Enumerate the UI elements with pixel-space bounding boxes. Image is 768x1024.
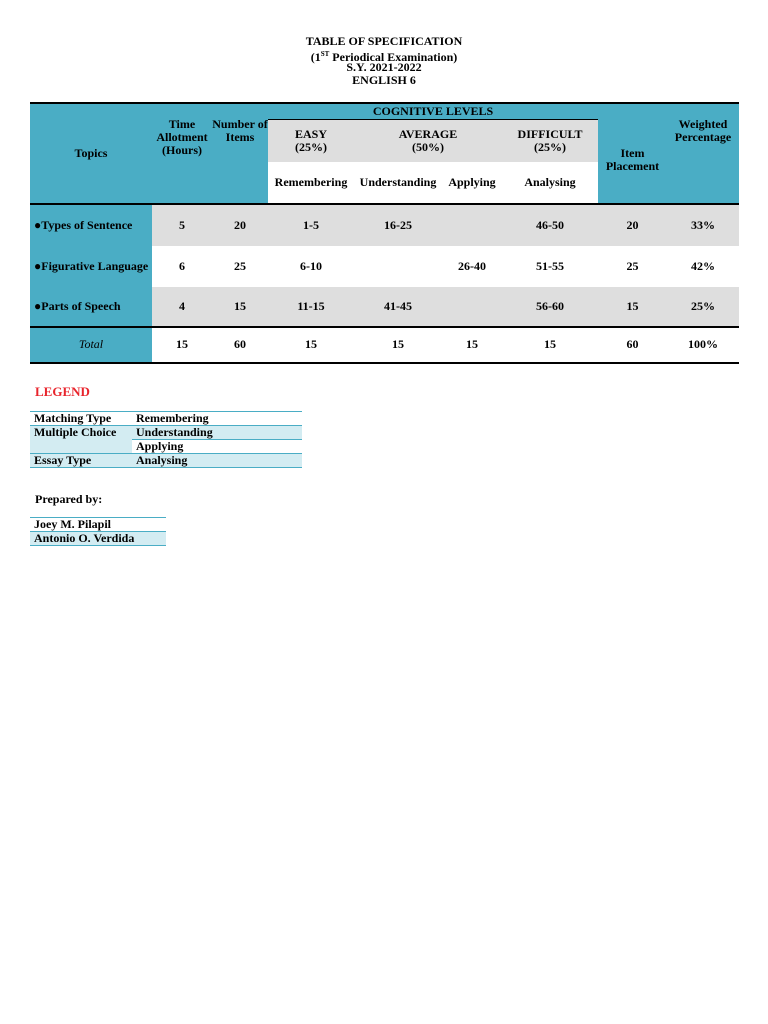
preparer-row — [30, 518, 166, 532]
table-row — [30, 287, 739, 327]
weighted-cell: 25% — [667, 287, 739, 327]
doc-subject: ENGLISH 6 — [352, 73, 416, 87]
topic-cell: ●Parts of Speech — [30, 287, 152, 327]
average-label: AVERAGE — [398, 126, 458, 141]
time-cell: 4 — [152, 287, 212, 327]
understanding-cell — [354, 246, 442, 287]
header-easy — [268, 120, 354, 162]
total-weighted-cell: 100% — [667, 327, 739, 363]
table-row — [30, 204, 739, 246]
header-understanding: Understanding — [354, 162, 442, 204]
weighted-cell: 33% — [667, 204, 739, 246]
analysing-cell: 56-60 — [502, 287, 598, 327]
total-label: Total — [78, 337, 104, 351]
remembering-cell: 1-5 — [268, 204, 354, 246]
topic-cell: ●Types of Sentence — [30, 204, 152, 246]
legend-row — [30, 454, 302, 468]
prepared-by-table — [30, 517, 166, 546]
remembering-cell: 11-15 — [268, 287, 354, 327]
header-cognitive-levels: COGNITIVE LEVELS — [268, 103, 598, 120]
header-analysing: Analysing — [502, 162, 598, 204]
header-time-allotment: Time Allotment (Hours) — [152, 103, 212, 204]
items-cell: 25 — [212, 246, 268, 287]
applying-cell — [442, 287, 502, 327]
analysing-cell: 51-55 — [502, 246, 598, 287]
header-average — [354, 120, 502, 162]
total-understanding-cell: 15 — [354, 327, 442, 363]
total-time-cell: 15 — [152, 327, 212, 363]
ordinal-superscript: ST — [320, 50, 330, 58]
specification-table — [30, 102, 739, 364]
weighted-cell: 42% — [667, 246, 739, 287]
total-items-cell: 60 — [212, 327, 268, 363]
header-topics: Topics — [30, 103, 152, 204]
legend-type: Matching Type — [30, 412, 132, 426]
understanding-cell: 16-25 — [354, 204, 442, 246]
placement-cell: 25 — [598, 246, 667, 287]
prepared-by-label: Prepared by: — [35, 492, 103, 506]
placement-cell: 15 — [598, 287, 667, 327]
time-cell: 6 — [152, 246, 212, 287]
legend-title: LEGEND — [35, 384, 90, 399]
legend-level: Understanding — [132, 426, 302, 440]
doc-title: TABLE OF SPECIFICATION — [305, 34, 463, 48]
header-item-placement: Item Placement — [598, 103, 667, 204]
legend-level: Remembering — [132, 412, 302, 426]
preparer-row — [30, 532, 166, 546]
analysing-cell: 46-50 — [502, 204, 598, 246]
table-total-row — [30, 327, 739, 363]
total-remembering-cell: 15 — [268, 327, 354, 363]
average-percent: (50%) — [412, 139, 444, 154]
exam-name: Periodical Examination) — [329, 50, 458, 64]
total-placement-cell: 60 — [598, 327, 667, 363]
legend-type: Essay Type — [30, 454, 132, 468]
exam-prefix: (1 — [310, 50, 321, 64]
preparer-name: Joey M. Pilapil — [30, 518, 166, 532]
easy-label: EASY — [294, 126, 327, 141]
legend-row — [30, 440, 302, 454]
applying-cell — [442, 204, 502, 246]
total-analysing-cell: 15 — [502, 327, 598, 363]
time-cell: 5 — [152, 204, 212, 246]
header-number-of-items: Number of Items — [212, 103, 268, 204]
items-cell: 20 — [212, 204, 268, 246]
remembering-cell: 6-10 — [268, 246, 354, 287]
header-remembering: Remembering — [268, 162, 354, 204]
applying-cell: 26-40 — [442, 246, 502, 287]
preparer-name: Antonio O. Verdida — [30, 532, 166, 546]
header-difficult — [502, 120, 598, 162]
items-cell: 15 — [212, 287, 268, 327]
total-applying-cell: 15 — [442, 327, 502, 363]
legend-row — [30, 412, 302, 426]
legend-row — [30, 426, 302, 440]
legend-level: Applying — [136, 439, 184, 453]
total-label-cell — [30, 327, 152, 363]
header-applying: Applying — [442, 162, 502, 204]
understanding-cell: 41-45 — [354, 287, 442, 327]
easy-percent: (25%) — [295, 139, 327, 154]
doc-school-year: S.Y. 2021-2022 — [346, 60, 422, 74]
legend-level: Analysing — [132, 454, 302, 468]
difficult-label: DIFFICULT — [517, 126, 583, 141]
legend-type — [30, 440, 132, 454]
legend-table — [30, 411, 302, 468]
topic-cell: ●Figurative Language — [30, 246, 152, 287]
legend-type: Multiple Choice — [30, 426, 132, 440]
table-row — [30, 246, 739, 287]
difficult-percent: (25%) — [534, 139, 566, 154]
placement-cell: 20 — [598, 204, 667, 246]
header-weighted-percentage: Weighted Percentage — [667, 103, 739, 204]
